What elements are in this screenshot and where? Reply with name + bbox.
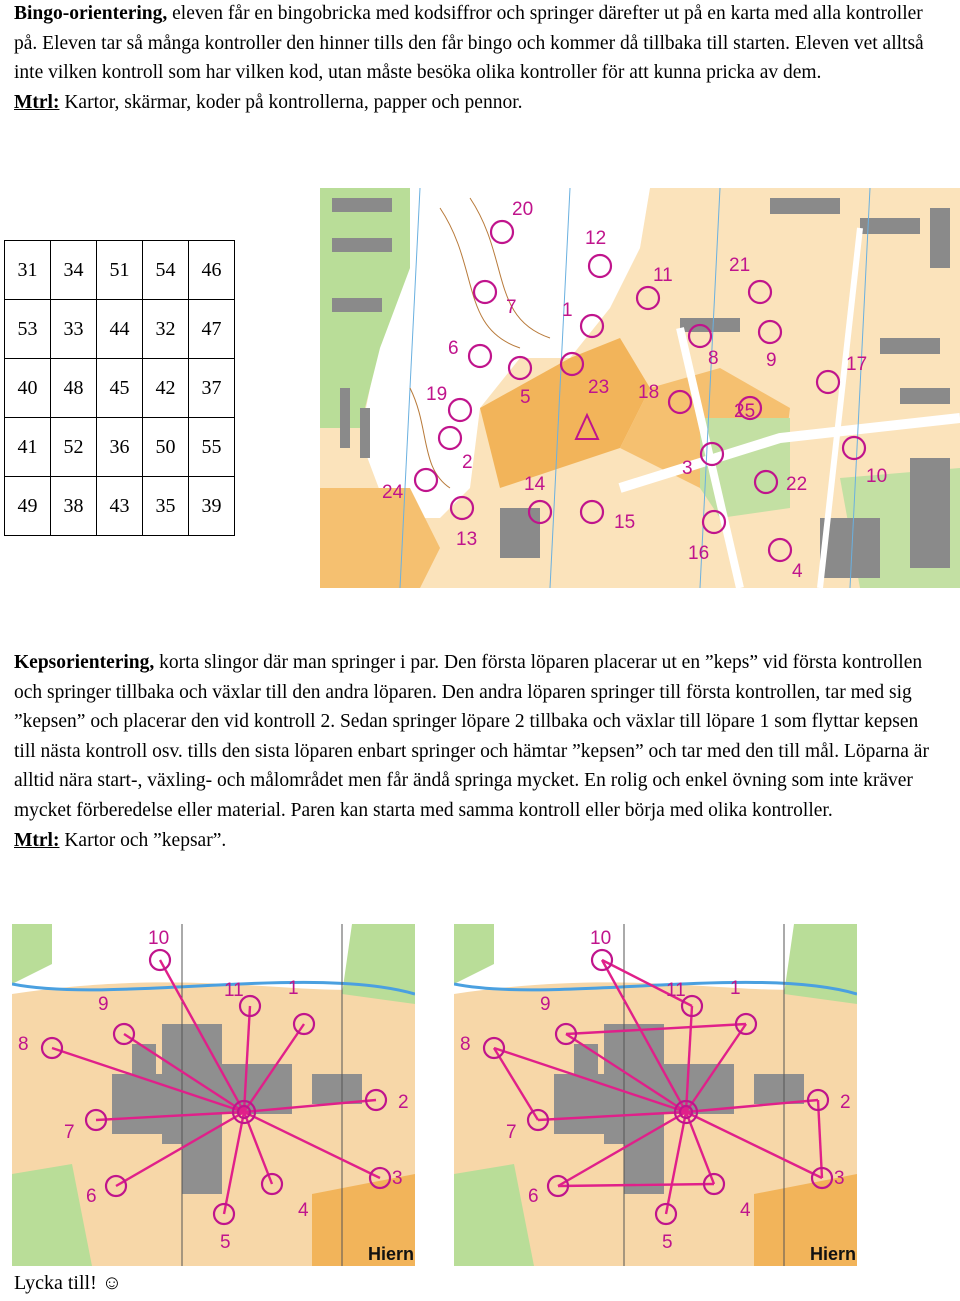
control-number: 22	[786, 474, 808, 495]
bingo-cell: 38	[51, 477, 97, 536]
bingo-cell: 35	[143, 477, 189, 536]
control-number: 5	[520, 387, 531, 408]
bingo-cell: 39	[189, 477, 235, 536]
control-number: 21	[729, 255, 751, 276]
control-number: 3	[392, 1168, 403, 1189]
control-number: 5	[220, 1232, 231, 1253]
control-number: 8	[18, 1034, 29, 1055]
control-number: 2	[462, 452, 473, 473]
footer-text: Lycka till! ☺	[14, 1272, 123, 1294]
control-number: 14	[524, 474, 546, 495]
bingo-cell: 41	[5, 418, 51, 477]
control-number: 9	[98, 994, 109, 1015]
keps-description	[14, 648, 944, 855]
control-number: 15	[614, 512, 636, 533]
keps-map-right	[454, 924, 857, 1266]
control-number: 4	[298, 1200, 309, 1221]
control-number: 11	[666, 980, 686, 1001]
bingo-row	[5, 300, 235, 359]
bingo-cell: 37	[189, 359, 235, 418]
control-number: 1	[288, 978, 299, 999]
control-number: 18	[638, 382, 660, 403]
bingo-cell: 42	[143, 359, 189, 418]
bingo-cell: 33	[51, 300, 97, 359]
control-number: 11	[653, 265, 673, 286]
bingo-text: eleven får en bingobricka med kodsiffror och springer därefter ut på en karta med alla kontroller på. Eleven tar så många kontroller den hinner tills den får bingo och kommer då tillbaka till starten. Eleven vet alltså inte vilken kontroll som har vilken kod, utan måste besöka olika kontroller för att kunna pricka av dem.	[14, 3, 924, 84]
bingo-map	[320, 188, 960, 588]
bingo-cell: 53	[5, 300, 51, 359]
keps-mtrl-label: Mtrl:	[14, 829, 60, 851]
keps-text: korta slingor där man springer i par. Den första löparen placerar ut en ”keps” vid första kontrollen och springer tillbaka och växlar till den andra löparen. Den andra löparen springer till första kontrollen, tar med sig ”kepsen” och placerar den vid kontroll 2. Sedan springer löpare 2 tillbaka och växlar till löpare 1 som flyttar kepsen till nästa kontroll osv. tills den sista löparen enbart springer och hämtar ”kepsen” och tar med den till mål. Löparna är alltid nära start-, växling- och målområdet men får ändå springa mycket. En rolig och enkel övning som inte kräver mycket förberedelse eller material. Paren kan starta med samma kontroll eller börja med olika kontroller.	[14, 652, 929, 821]
bingo-cell: 54	[143, 241, 189, 300]
control-number: 1	[562, 300, 573, 321]
control-number: 10	[590, 928, 612, 949]
control-number: 12	[585, 228, 607, 249]
control-number: 25	[734, 401, 756, 422]
bingo-mtrl-label: Mtrl:	[14, 91, 60, 113]
control-number: 19	[426, 384, 448, 405]
bingo-cell: 34	[51, 241, 97, 300]
map-place-label: Hiern	[810, 1244, 857, 1264]
bingo-card	[4, 240, 235, 536]
control-number: 4	[792, 561, 803, 582]
control-number: 1	[730, 978, 741, 999]
control-number: 2	[840, 1092, 851, 1113]
control-number: 20	[512, 199, 534, 220]
bingo-cell: 32	[143, 300, 189, 359]
bingo-cell: 50	[143, 418, 189, 477]
control-number: 16	[688, 543, 710, 564]
bingo-cell: 44	[97, 300, 143, 359]
bingo-row	[5, 477, 235, 536]
bingo-cell: 47	[189, 300, 235, 359]
control-number: 11	[224, 980, 244, 1001]
control-number: 9	[766, 350, 777, 371]
bingo-cell: 55	[189, 418, 235, 477]
control-number: 3	[682, 458, 693, 479]
control-number: 9	[540, 994, 551, 1015]
control-number: 8	[708, 348, 719, 369]
bingo-cell: 40	[5, 359, 51, 418]
control-number: 13	[456, 529, 478, 550]
control-number: 3	[834, 1168, 845, 1189]
control-number: 4	[740, 1200, 751, 1221]
bingo-mtrl-text: Kartor, skärmar, koder på kontrollerna, papper och pennor.	[59, 91, 523, 113]
control-number: 7	[64, 1122, 75, 1143]
bingo-row	[5, 359, 235, 418]
control-number: 2	[398, 1092, 409, 1113]
bingo-cell: 46	[189, 241, 235, 300]
keps-title: Kepsorientering,	[14, 652, 155, 673]
bingo-cell: 31	[5, 241, 51, 300]
control-number: 7	[506, 297, 517, 318]
bingo-row	[5, 241, 235, 300]
bingo-cell: 49	[5, 477, 51, 536]
bingo-cell: 43	[97, 477, 143, 536]
control-number: 10	[148, 928, 170, 949]
control-number: 7	[506, 1122, 517, 1143]
control-number: 24	[382, 482, 404, 503]
control-number: 6	[86, 1186, 97, 1207]
control-number: 23	[588, 377, 610, 398]
control-number: 8	[460, 1034, 471, 1055]
bingo-title: Bingo-orientering,	[14, 3, 168, 24]
bingo-cell: 48	[51, 359, 97, 418]
keps-map-left	[12, 924, 415, 1266]
bingo-description	[14, 0, 944, 117]
bingo-cell: 36	[97, 418, 143, 477]
control-number: 5	[662, 1232, 673, 1253]
control-number: 17	[846, 354, 868, 375]
bingo-cell: 51	[97, 241, 143, 300]
bingo-cell: 52	[51, 418, 97, 477]
control-number: 10	[866, 466, 888, 487]
control-number: 6	[448, 338, 459, 359]
bingo-cell: 45	[97, 359, 143, 418]
keps-mtrl-text: Kartor och ”kepsar”.	[59, 829, 227, 851]
bingo-row	[5, 418, 235, 477]
control-number: 6	[528, 1186, 539, 1207]
map-place-label: Hiern	[368, 1244, 415, 1264]
